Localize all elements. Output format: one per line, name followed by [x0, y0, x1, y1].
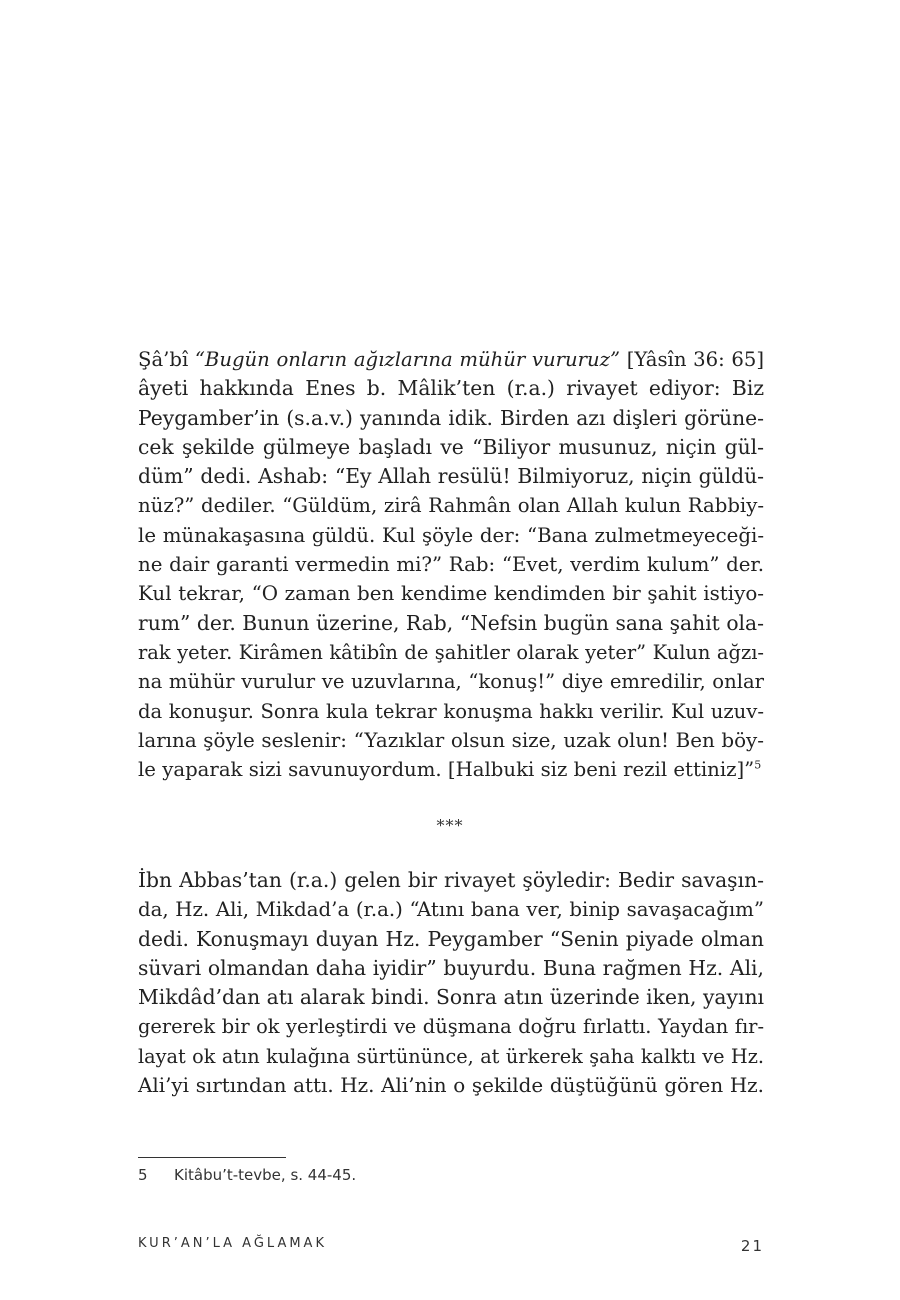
footnote-divider [138, 1157, 286, 1158]
last-line-text: le yaparak sizi savunuyordum. [Halbuki siz beni rezil ettiniz]” [138, 758, 755, 782]
text-line: rum” der. Bunun üzerine, Rab, “Nefsin bugün sana şahit ola- [138, 610, 764, 635]
text-line: Mikdâd’dan atı alarak bindi. Sonra atın üzerinde iken, yayını [138, 985, 764, 1010]
running-head: KUR’AN’LA AĞLAMAK [138, 1236, 327, 1251]
text-line: nüz?” dediler. “Güldüm, zirâ Rahmân olan Allah kulun Rabbiy- [138, 494, 764, 518]
text-line: le münakaşasına güldü. Kul şöyle der: “Bana zulmetmeyeceği- [138, 523, 764, 547]
text-line: cek şekilde gülmeye başladı ve “Biliyor musunuz, niçin gül- [138, 434, 764, 459]
paragraph-1 [138, 345, 764, 784]
footnote [138, 1166, 356, 1184]
text-line: süvari olmandan daha iyidir” buyurdu. Buna rağmen Hz. Ali, [138, 955, 764, 980]
verse-reference: [Yâsîn 36: 65] [626, 348, 764, 371]
text-line: Ali’yi sırtından attı. Hz. Ali’nin o şekilde düştüğünü gören Hz. [138, 1074, 764, 1098]
text-line [138, 345, 764, 374]
text-line: larına şöyle seslenir: “Yazıklar olsun size, uzak olun! Ben böy- [138, 728, 764, 752]
verse-quote: “Bugün onların ağızlarına mühür vururuz” [194, 348, 621, 371]
paragraph-2 [138, 866, 764, 1100]
text-line: layat ok atın kulağına sürtününce, at ürkerek şaha kalktı ve Hz. [138, 1044, 764, 1068]
text-line: Peygamber’in (s.a.v.) yanında idik. Birden azı dişleri görüne- [138, 405, 764, 430]
footnote-number: 5 [138, 1166, 148, 1184]
text-line [138, 755, 764, 784]
footnote-text: Kitâbu’t-tevbe, s. 44-45. [174, 1166, 357, 1184]
text-line: rak yeter. Kirâmen kâtibîn de şahitler olarak yeter” Kulun ağzı- [138, 640, 764, 664]
text-line: âyeti hakkında Enes b. Mâlik’ten (r.a.) rivayet ediyor: Biz [138, 376, 764, 401]
text-line: İbn Abbas’tan (r.a.) gelen bir rivayet şöyledir: Bedir savaşın- [138, 868, 764, 892]
author-name: Şâ’bî [138, 348, 189, 371]
text-line: Kul tekrar, “O zaman ben kendime kendimden bir şahit istiyo- [138, 582, 764, 606]
text-line: na mühür vurulur ve uzuvlarına, “konuş!” diye emredilir, onlar [138, 670, 764, 694]
text-line: da konuşur. Sonra kula tekrar konuşma hakkı verilir. Kul uzuv- [138, 699, 764, 723]
text-line: da, Hz. Ali, Mikdad’a (r.a.) “Atını bana ver, binip savaşacağım” [138, 898, 764, 922]
text-line: dedi. Konuşmayı duyan Hz. Peygamber “Senin piyade olman [138, 926, 764, 951]
page-number: 21 [740, 1237, 764, 1255]
section-separator: *** [436, 816, 464, 835]
text-line: düm” dedi. Ashab: “Ey Allah resülü! Bilmiyoruz, niçin güldü- [138, 464, 764, 489]
text-line: gererek bir ok yerleştirdi ve düşmana doğru fırlattı. Yaydan fır- [138, 1015, 764, 1039]
text-line: ne dair garanti vermedin mi?” Rab: “Evet, verdim kulum” der. [138, 553, 764, 577]
footnote-ref[interactable]: 5 [754, 758, 762, 772]
